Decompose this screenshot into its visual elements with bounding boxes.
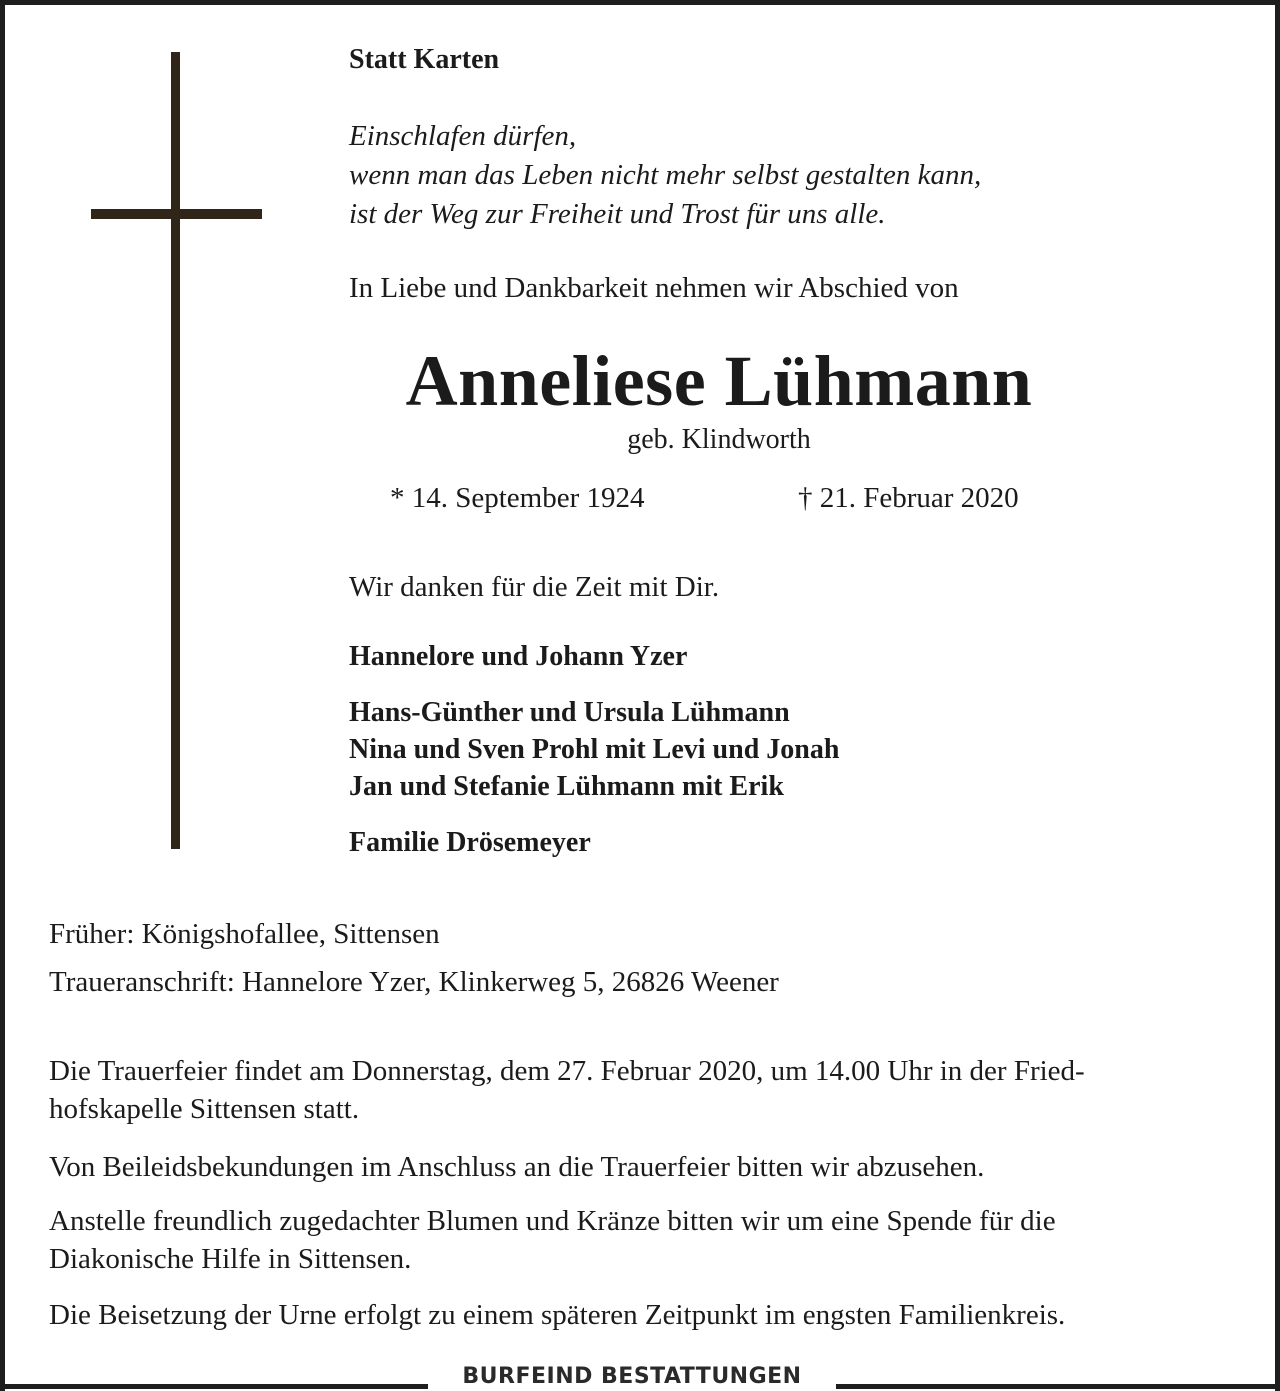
cross-horizontal-bar (91, 209, 262, 219)
frame-bottom-right (836, 1384, 1280, 1389)
deceased-name: Anneliese Lühmann (405, 341, 1033, 421)
mourner-name: Nina und Sven Prohl mit Levi und Jonah (349, 734, 840, 765)
mourning-address: Traueranschrift: Hannelore Yzer, Klinkerweg 5, 26826 Weener (49, 966, 779, 998)
former-address: Früher: Königshofallee, Sittensen (49, 918, 440, 950)
mourners-list (349, 638, 839, 880)
poem (349, 117, 981, 234)
mourner-name: Familie Drösemeyer (349, 827, 591, 858)
ceremony-line: Die Trauerfeier findet am Donnerstag, dem 27. Februar 2020, um 14.00 Uhr in der Fried- (49, 1055, 1085, 1087)
mourner-group (349, 638, 839, 675)
ceremony-paragraph (49, 1052, 1229, 1128)
donation-paragraph (49, 1202, 1229, 1278)
poem-line: ist der Weg zur Freiheit und Trost für uns alle. (349, 198, 886, 230)
farewell-line: In Liebe und Dankbarkeit nehmen wir Abschied von (349, 272, 959, 304)
addresses (49, 910, 779, 1006)
donation-line: Diakonische Hilfe in Sittensen. (49, 1243, 412, 1275)
undertaker-logo: BURFEIND BESTATTUNGEN (462, 1364, 802, 1389)
intro-heading: Statt Karten (349, 44, 500, 75)
condolences-paragraph: Von Beileidsbekundungen im Anschluss an die Trauerfeier bitten wir abzusehen. (49, 1151, 985, 1183)
mourner-group (349, 824, 839, 861)
death-date: † 21. Februar 2020 (798, 482, 1019, 514)
mourner-name: Hans-Günther und Ursula Lühmann (349, 697, 790, 728)
poem-line: Einschlafen dürfen, (349, 120, 577, 152)
maiden-name: geb. Klindworth (627, 424, 811, 455)
thanks-line: Wir danken für die Zeit mit Dir. (349, 571, 720, 603)
cross-vertical-bar (171, 52, 180, 849)
mourner-name: Jan und Stefanie Lühmann mit Erik (349, 771, 784, 802)
mourner-name: Hannelore und Johann Yzer (349, 641, 688, 672)
ceremony-line: hofskapelle Sittensen statt. (49, 1093, 360, 1125)
birth-date: * 14. September 1924 (390, 482, 645, 514)
donation-line: Anstelle freundlich zugedachter Blumen und Kränze bitten wir um eine Spende für die (49, 1205, 1056, 1237)
frame-bottom-left (0, 1384, 428, 1389)
frame-right (1275, 0, 1280, 1391)
frame-top (0, 0, 1280, 5)
mourner-group (349, 694, 839, 805)
poem-line: wenn man das Leben nicht mehr selbst gestalten kann, (349, 159, 982, 191)
burial-paragraph: Die Beisetzung der Urne erfolgt zu einem späteren Zeitpunkt im engsten Familienkreis. (49, 1299, 1066, 1331)
frame-left (0, 0, 5, 1391)
